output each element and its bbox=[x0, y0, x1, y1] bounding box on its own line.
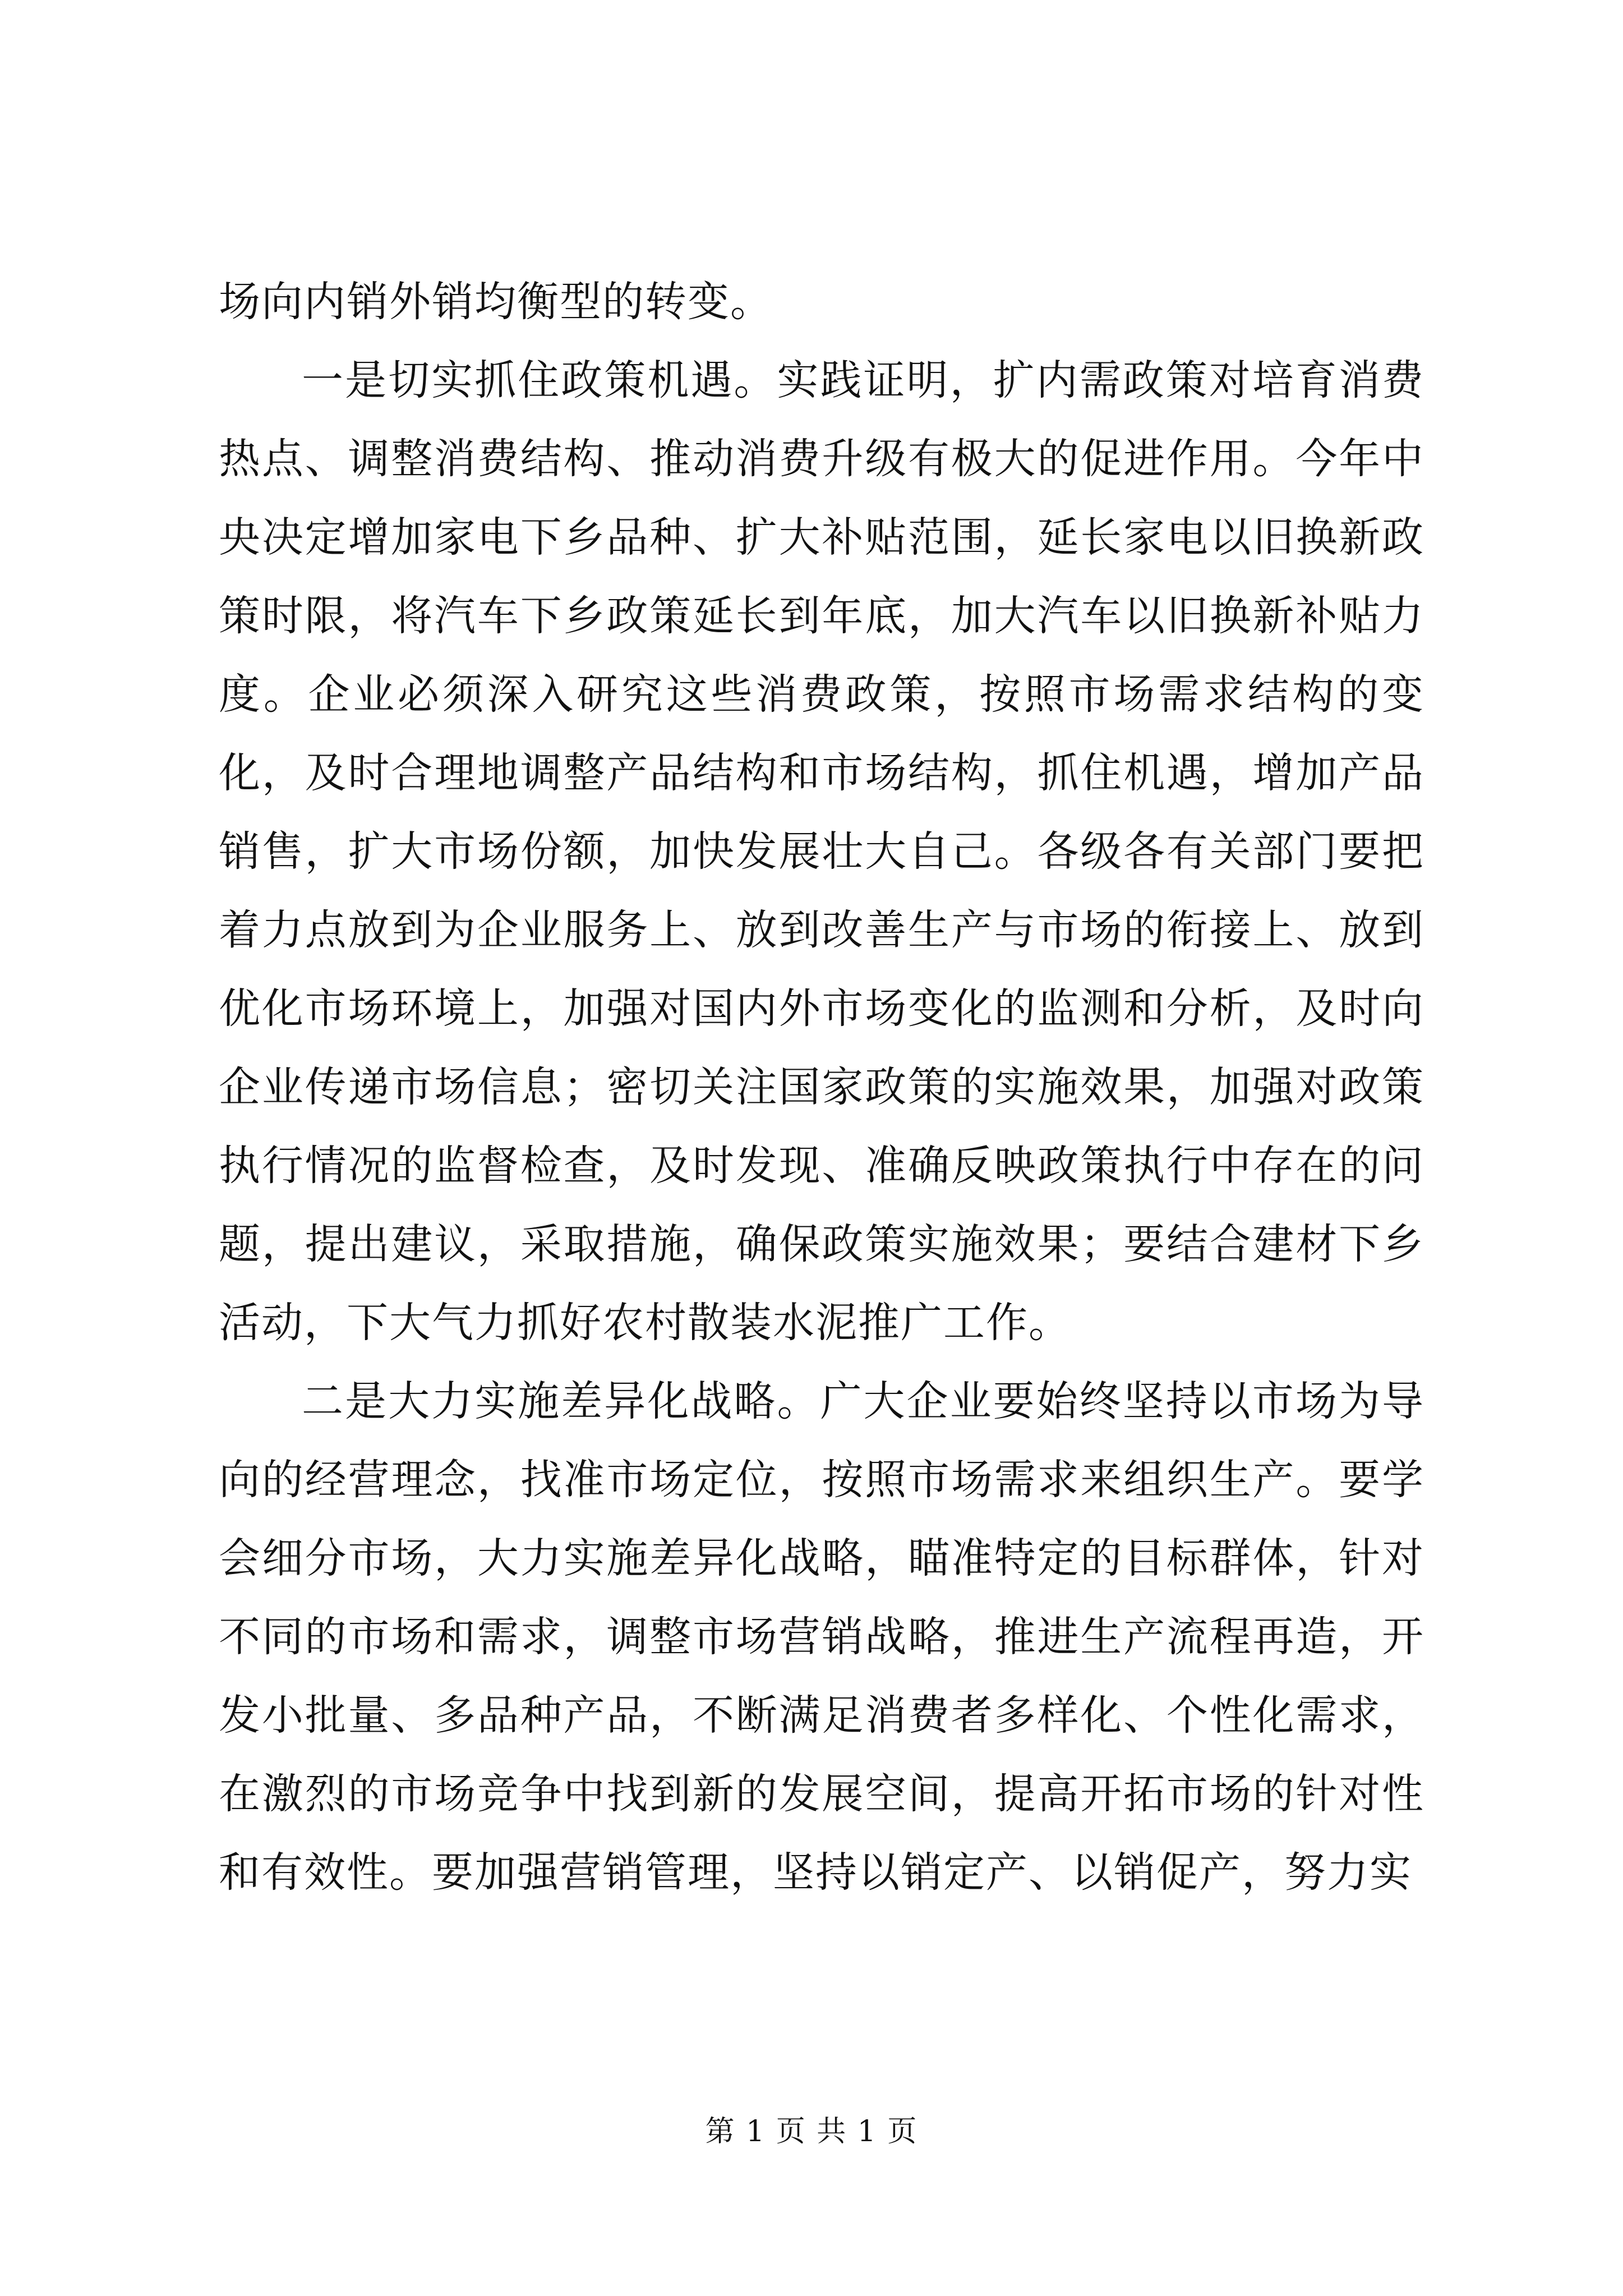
paragraph-differentiation-strategy: 二是大力实施差异化战略。广大企业要始终坚持以市场为导向的经营理念，找准市场定位，按照市场需求来组织生产。要学会细分市场，大力实施差异化战略，瞄准特定的目标群体，针对不同的市场和需求，调整市场营销战略，推进生产流程再造，开发小批量、多品种产品，不断满足消费者多样化、个性化需求，在激烈的市场竞争中找到新的发展空间，提高开拓市场的针对性和有效性。要加强营销管理，坚持以销定产、以销促产，努力实 bbox=[219, 1377, 1424, 1897]
page-footer: 第 1 页 共 1 页 bbox=[705, 2115, 918, 2148]
document-body bbox=[219, 263, 1424, 1912]
paragraph-continuation: 场向内销外销均衡型的转变。 bbox=[219, 278, 773, 326]
paragraph-policy-opportunity: 一是切实抓住政策机遇。实践证明，扩内需政策对培育消费热点、调整消费结构、推动消费升级有极大的促进作用。今年中央决定增加家电下乡品种、扩大补贴范围，延长家电以旧换新政策时限，将汽车下乡政策延长到年底，加大汽车以旧换新补贴力度。企业必须深入研究这些消费政策，按照市场需求结构的变化，及时合理地调整产品结构和市场结构，抓住机遇，增加产品销售，扩大市场份额，加快发展壮大自己。各级各有关部门要把着力点放到为企业服务上、放到改善生产与市场的衔接上、放到优化市场环境上，加强对国内外市场变化的监测和分析，及时向企业传递市场信息；密切关注国家政策的实施效果，加强对政策执行情况的监督检查，及时发现、准确反映政策执行中存在的问题，提出建议，采取措施，确保政策实施效果；要结合建材下乡活动，下大气力抓好农村散装水泥推广工作。 bbox=[219, 356, 1424, 1347]
